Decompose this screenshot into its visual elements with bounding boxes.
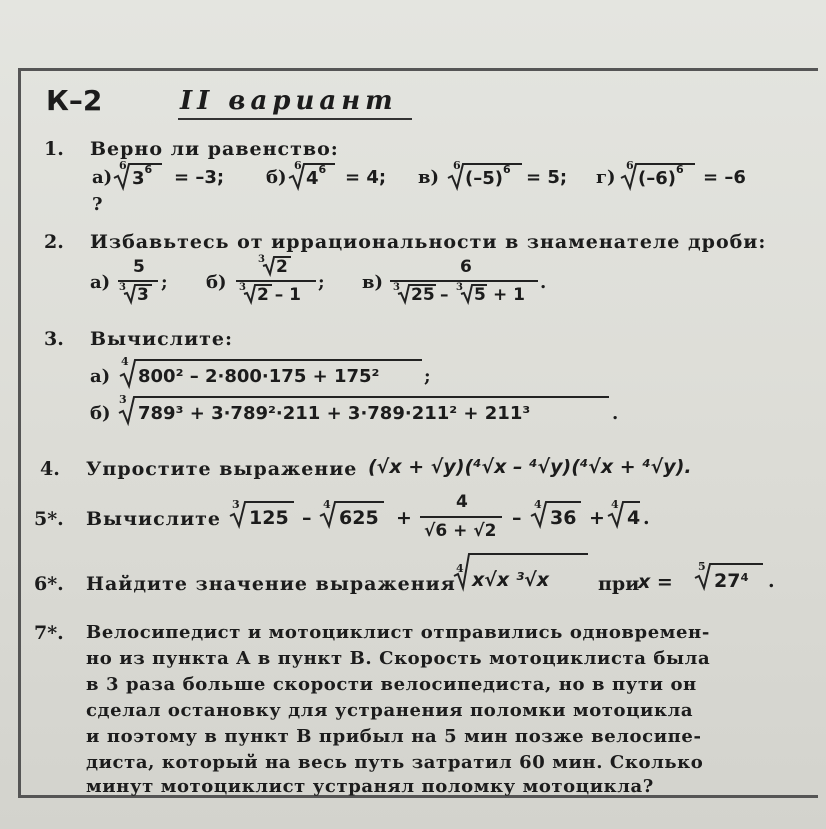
root-index: 6: [119, 159, 127, 172]
denominator: √6 + √2: [424, 521, 497, 541]
task-number: 4.: [40, 458, 60, 480]
root-index: 3: [456, 282, 463, 293]
radicand: (–6): [638, 168, 676, 189]
part-label: г): [596, 167, 616, 188]
power: 6: [502, 163, 511, 176]
task-text: Упростите выражение: [86, 458, 358, 480]
root-index: 3: [239, 282, 246, 293]
question-mark: ?: [92, 194, 103, 215]
task-number: 2.: [44, 231, 64, 253]
numerator: 6: [460, 257, 472, 277]
variant-title: II вариант: [180, 86, 398, 116]
task-text: Найдите значение выражения: [86, 573, 456, 595]
part-label: б): [90, 403, 111, 424]
period: .: [612, 403, 619, 424]
task-number: 1.: [44, 138, 64, 160]
fraction-bar: [236, 280, 316, 282]
root-index: 4: [611, 498, 619, 511]
radicand: (–5): [465, 168, 503, 189]
root-index: 3: [119, 282, 126, 293]
fraction-bar: [390, 280, 538, 282]
fraction-bar: [420, 516, 502, 518]
title-underline: [178, 118, 412, 120]
task-text: Вычислите: [86, 508, 222, 530]
denominator: 2: [257, 285, 269, 305]
text-line: сделал остановку для устранения поломки мотоцикла: [86, 700, 694, 721]
numerator: 4: [456, 492, 468, 512]
radicand: 3: [132, 168, 145, 189]
task-number: 5*.: [34, 508, 64, 530]
minus-sign: –: [512, 507, 522, 529]
period: .: [768, 570, 775, 592]
power: 6: [144, 163, 153, 176]
radicand-expression: x√x ³√x: [472, 569, 550, 591]
power: 6: [675, 163, 684, 176]
task-number: 7*.: [34, 622, 64, 644]
equation-rhs: = 4;: [345, 167, 387, 188]
radicand-expression: 789³ + 3·789²·211 + 3·789·211² + 211³: [138, 403, 531, 424]
period: .: [540, 272, 547, 293]
text-line: и поэтому в пункт B прибыл на 5 мин позже велосипе-: [86, 726, 702, 747]
radicand: 27⁴: [714, 570, 749, 592]
period: .: [643, 507, 650, 529]
root-index: 4: [323, 498, 331, 511]
minus-sign: –: [440, 285, 449, 305]
task-title: Вычислите:: [90, 328, 234, 350]
numerator: 5: [133, 257, 145, 277]
root-index: 4: [121, 355, 129, 368]
radicand: 125: [249, 507, 289, 529]
text-line: Велосипедист и мотоциклист отправились одновремен-: [86, 622, 710, 643]
equation-rhs: = –3;: [174, 167, 225, 188]
power: 6: [318, 163, 327, 176]
root-index: 3: [119, 393, 127, 406]
denominator: 3: [137, 285, 149, 305]
root-index: 4: [534, 498, 542, 511]
part-label: а): [92, 167, 113, 188]
task-title: Избавьтесь от иррациональности в знаменателе дроби:: [90, 231, 767, 253]
task-title: Верно ли равенство:: [90, 138, 339, 160]
task-number: 6*.: [34, 573, 64, 595]
semicolon: ;: [318, 272, 325, 293]
radicand: 4: [306, 168, 319, 189]
minus-sign: –: [302, 507, 312, 529]
root-index: 3: [393, 282, 400, 293]
equation-rhs: = –6: [703, 167, 746, 188]
plus-one: + 1: [493, 285, 525, 305]
text-line: диста, который на весь путь затратил 60 мин. Сколько: [86, 752, 704, 773]
text-line: но из пункта A в пункт B. Скорость мотоциклиста была: [86, 648, 711, 669]
radicand: 625: [339, 507, 379, 529]
semicolon: ;: [424, 366, 431, 387]
root-index: 3: [232, 498, 240, 511]
root-index: 4: [456, 562, 464, 575]
equation-rhs: = 5;: [526, 167, 568, 188]
numerator: 2: [276, 257, 288, 277]
denominator-part: 25: [411, 285, 435, 305]
radicand: 36: [550, 507, 577, 529]
plus-sign: +: [589, 507, 605, 529]
part-label: б): [266, 167, 287, 188]
part-label: б): [206, 272, 227, 293]
condition-word: при: [598, 573, 640, 595]
root-index: 6: [626, 159, 634, 172]
root-index: 5: [698, 560, 706, 573]
part-label: в): [362, 272, 384, 293]
radicand: 4: [627, 507, 641, 529]
root-index: 3: [258, 254, 265, 265]
task-number: 3.: [44, 328, 64, 350]
expression: (√x + √y)(⁴√x – ⁴√y)(⁴√x + ⁴√y).: [368, 456, 692, 478]
denominator-part: 5: [474, 285, 486, 305]
plus-sign: +: [396, 507, 412, 529]
test-code: К–2: [46, 84, 103, 117]
part-label: а): [90, 272, 111, 293]
root-index: 6: [294, 159, 302, 172]
denominator-tail: – 1: [268, 285, 302, 305]
text-line: в 3 раза больше скорости велосипедиста, но в пути он: [86, 674, 697, 695]
part-label: в): [418, 167, 440, 188]
text-line: минут мотоциклист устранял поломку мотоцикла?: [86, 776, 654, 797]
part-label: а): [90, 366, 111, 387]
radicand-expression: 800² – 2·800·175 + 175²: [138, 366, 380, 387]
semicolon: ;: [161, 272, 168, 293]
root-index: 6: [453, 159, 461, 172]
variable-eq: x =: [638, 571, 673, 593]
